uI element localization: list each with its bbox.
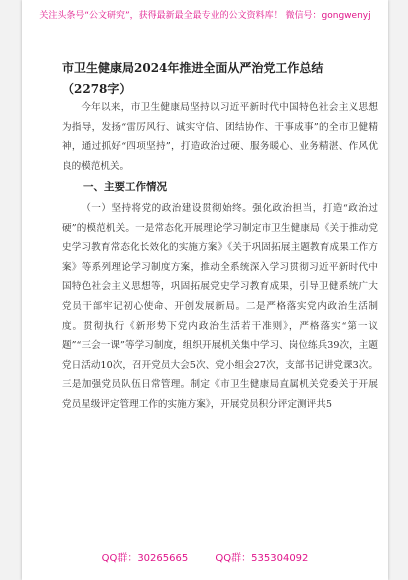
promo-banner: 关注头条号“公文研究”，获得最新最全最专业的公文资料库！ 微信号：gongwenyj [39,11,371,21]
footer-qq-group-1: QQ群：30265665 [101,553,189,564]
section-paragraph: （一）坚持将党的政治建设贯彻始终。强化政治担当，打造“政治过硬”的模范机关。一是常态化开展理论学习制定市卫生健康局《关于推动党史学习教育常态化长效化的实施方案》《关于巩固拓展主题教育成果工作方案》等系列理论学习制度方案，推动全系统深入学习贯彻习近平新时代中国特色社会主义思想等，巩固拓展党史学习教育成果，引导卫健系统广大党员干部牢记初心使命、开创发展新局。二是严格落实党内政治生活制度。贯彻执行《新形势下党内政治生活若干准则》，严格落实“第一议题”“三会一课”等学习制度，组织开展机关集中学习、岗位练兵39次，主题党日活动10次，召开党员大会5次、党小组会27次，支部书记讲党课3次。三是加强党员队伍日常管理。制定《市卫生健康局直属机关党委关于开展党员星级评定管理工作的实施方案》，开展党员积分评定测评共5 [62,202,378,410]
document-page [22,0,388,580]
footer-qq-group-2: QQ群：535304092 [215,553,309,564]
document-title: 市卫生健康局2024年推进全面从严治党工作总结（2278字） [62,61,324,96]
intro-paragraph: 今年以来，市卫生健康局坚持以习近平新时代中国特色社会主义思想为指导，发扬“雷厉风行、诚实守信、团结协作、干事成事”的全市卫健精神，通过抓好“四项坚持”，打造政治过硬、服务暖心、业务精湛、作风优良的模范机关。 [62,102,378,172]
document-body [62,98,378,415]
footer-contacts [22,549,388,564]
section-heading: 一、主要工作情况 [83,181,167,194]
